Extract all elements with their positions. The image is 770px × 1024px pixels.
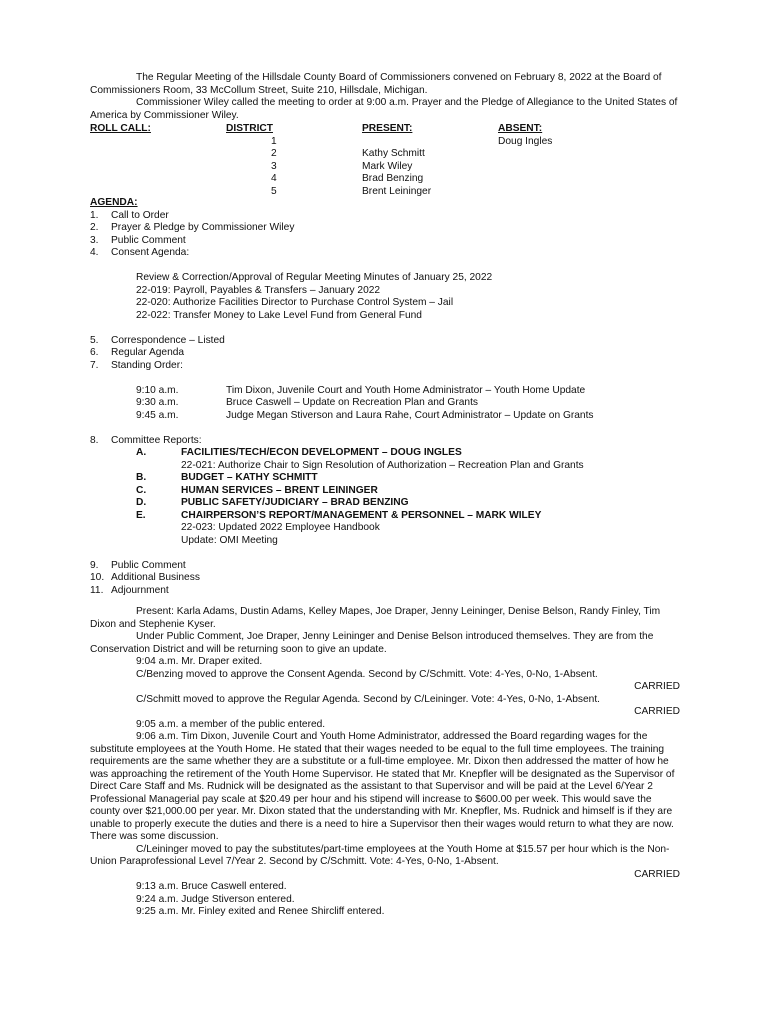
agenda-section [90, 197, 680, 597]
district-number: 4 [271, 173, 277, 184]
committee-sub-item [90, 535, 680, 548]
present-member: Kathy Schmitt [362, 148, 425, 159]
roll-call-row [90, 148, 680, 161]
committee-letter: C. [136, 484, 147, 496]
agenda-item-text: Adjournment [111, 584, 169, 596]
agenda-item [90, 247, 680, 260]
present-paragraph: Present: Karla Adams, Dustin Adams, Kelley Mapes, Joe Draper, Jenny Leininger, Denise Belson, Randy Finley, Tim Dixon and Stephenie Kyser. [90, 606, 661, 630]
committee-title: PUBLIC SAFETY/JUDICIARY – BRAD BENZING [181, 497, 409, 508]
committee-row [90, 447, 680, 460]
agenda-item-number: 3. [90, 234, 99, 246]
committee-sub-text: 22-023: Updated 2022 Employee Handbook [181, 522, 380, 533]
agenda-item-number: 5. [90, 334, 99, 346]
committee-title: BUDGET – KATHY SCHMITT [181, 472, 318, 483]
agenda-item [90, 560, 680, 573]
committee-letter: A. [136, 447, 147, 458]
consent-item [90, 310, 680, 323]
agenda-item-number: 10. [90, 572, 105, 583]
opening-section [90, 72, 680, 122]
standing-order-item [90, 397, 680, 410]
consent-item-text: Review & Correction/Approval of Regular Meeting Minutes of January 25, 2022 [136, 272, 493, 283]
standing-order-item [90, 410, 680, 423]
present-header: PRESENT: [362, 123, 413, 134]
agenda-item-number: 7. [90, 359, 99, 371]
agenda-item [90, 585, 680, 598]
district-header: DISTRICT [226, 123, 273, 134]
present-member: Mark Wiley [362, 160, 413, 172]
committee-letter: E. [136, 509, 146, 521]
standing-order-time: 9:10 a.m. [136, 384, 179, 396]
agenda-item-text: Call to Order [111, 209, 169, 221]
consent-item-text: 22-020: Authorize Facilities Director to Purchase Control System – Jail [136, 297, 454, 308]
dixon-paragraph: 9:06 a.m. Tim Dixon, Juvenile Court and Youth Home Administrator, addressed the Board regarding wages for the substitute employees at the Youth Home. He stated that their wages needed to be equal to the full time employees. The training requirements are the same whether they are a substitute or a full-time employee. Mr. Dixon then addressed the matter of how he was approaching the retirement of the Youth Home Supervisor. He stated that Mr. Knepfler will be designated as the Supervisor of Direct Care Staff and Ms. Rudnick will be designated as the assistant to that Supervisor and will be paid at the Level 6/Year 2 Professional Managerial pay scale at $20.49 per hour and his stipend will increase to $600.00 per week. This would save the county over $21,000.00 per year. Mr. Dixon stated that the understanding with Mr. Knepfler, Ms. Rudnick and himself is if they are unable to properly execute the duties and there is a need to hire a Supervisor then their wages would return to what they are now. There was some discussion. [90, 731, 675, 842]
agenda-item-text: Consent Agenda: [111, 247, 190, 258]
consent-item-text: 22-022: Transfer Money to Lake Level Fund from General Fund [136, 309, 422, 321]
committee-row [90, 497, 680, 510]
committee-title: CHAIRPERSON’S REPORT/MANAGEMENT & PERSONNEL – MARK WILEY [181, 509, 542, 521]
standing-order-time: 9:30 a.m. [136, 397, 179, 408]
minutes-section [90, 606, 680, 919]
agenda-item-text: Standing Order: [111, 359, 183, 371]
district-number: 2 [271, 148, 277, 159]
agenda-item-number: 8. [90, 434, 99, 446]
standing-order-time: 9:45 a.m. [136, 409, 179, 421]
call-to-order-paragraph: Commissioner Wiley called the meeting to order at 9:00 a.m. Prayer and the Pledge of Allegiance to the United States of America by Commissioner Wiley. [90, 97, 678, 121]
draper-exit-line: 9:04 a.m. Mr. Draper exited. [136, 656, 263, 667]
stiverson-entered-line: 9:24 a.m. Judge Stiverson entered. [136, 893, 295, 905]
agenda-item-text: Prayer & Pledge by Commissioner Wiley [111, 222, 295, 233]
agenda-item [90, 347, 680, 360]
consent-item [90, 272, 680, 285]
leininger-motion-paragraph: C/Leininger moved to pay the substitutes/part-time employees at the Youth Home at $15.57 per hour which is the Non-Union Paraprofessional Level 7/Year 2. Second by C/Schmitt. Vote: 4-Yes, 0-No, 1-Absent. [90, 843, 670, 867]
roll-call-table [90, 123, 680, 198]
committee-letter: D. [136, 497, 147, 508]
agenda-item-number: 4. [90, 247, 99, 258]
agenda-item [90, 235, 680, 248]
committee-row [90, 510, 680, 523]
district-number: 1 [271, 135, 277, 147]
roll-call-row [90, 173, 680, 186]
carried-label: CARRIED [634, 868, 680, 880]
district-number: 5 [271, 185, 277, 197]
standing-order-item [90, 385, 680, 398]
absent-member: Doug Ingles [498, 135, 553, 147]
consent-item [90, 297, 680, 310]
agenda-item-number: 6. [90, 347, 99, 358]
standing-order-text: Tim Dixon, Juvenile Court and Youth Home Administrator – Youth Home Update [226, 384, 586, 396]
committee-letter: B. [136, 472, 147, 483]
agenda-item-text: Committee Reports: [111, 434, 202, 446]
agenda-item-text: Regular Agenda [111, 347, 185, 358]
agenda-item-number: 9. [90, 559, 99, 571]
present-member: Brad Benzing [362, 173, 424, 184]
agenda-label: AGENDA: [90, 197, 138, 208]
agenda-item [90, 210, 680, 223]
public-comment-paragraph: Under Public Comment, Joe Draper, Jenny Leininger and Denise Belson introduced themselves. They are from the Conservation District and will be returning soon to give an update. [90, 631, 654, 655]
caswell-entered-line: 9:13 a.m. Bruce Caswell entered. [136, 881, 287, 892]
committee-title: FACILITIES/TECH/ECON DEVELOPMENT – DOUG INGLES [181, 447, 462, 458]
consent-motion-line: C/Benzing moved to approve the Consent Agenda. Second by C/Schmitt. Vote: 4-Yes, 0-No, 1-Absent. [136, 668, 598, 680]
agenda-item-text: Public Comment [111, 234, 186, 246]
agenda-item [90, 572, 680, 585]
standing-order-text: Bruce Caswell – Update on Recreation Plan and Grants [226, 397, 478, 408]
roll-call-row [90, 161, 680, 174]
committee-sub-text: Update: OMI Meeting [181, 534, 278, 546]
public-entered-line: 9:05 a.m. a member of the public entered. [136, 718, 326, 730]
roll-call-row [90, 136, 680, 149]
standing-order-text: Judge Megan Stiverson and Laura Rahe, Court Administrator – Update on Grants [226, 409, 594, 421]
agenda-item [90, 335, 680, 348]
absent-header: ABSENT: [498, 123, 543, 134]
opening-paragraph: The Regular Meeting of the Hillsdale County Board of Commissioners convened on February 8, 2022 at the Board of Commissioners Room, 33 McCollum Street, Suite 210, Hillsdale, Michigan. [90, 72, 662, 96]
agenda-item-text: Correspondence – Listed [111, 334, 225, 346]
regular-motion-line: C/Schmitt moved to approve the Regular Agenda. Second by C/Leininger. Vote: 4-Yes, 0-No, 1-Absent. [136, 693, 600, 705]
committee-row [90, 472, 680, 485]
roll-call-label: ROLL CALL: [90, 123, 151, 134]
committee-sub-item [90, 460, 680, 473]
agenda-item [90, 360, 680, 373]
present-member: Brent Leininger [362, 185, 432, 197]
agenda-item-number: 2. [90, 222, 99, 233]
consent-item [90, 285, 680, 298]
carried-label: CARRIED [634, 706, 680, 717]
agenda-item-text: Public Comment [111, 559, 186, 571]
committee-sub-text: 22-021: Authorize Chair to Sign Resolution of Authorization – Recreation Plan and Grants [181, 459, 584, 471]
agenda-item [90, 435, 680, 448]
carried-label: CARRIED [634, 681, 680, 692]
agenda-item-number: 11. [90, 584, 104, 596]
district-number: 3 [271, 160, 277, 172]
agenda-item-text: Additional Business [111, 572, 200, 583]
committee-sub-item [90, 522, 680, 535]
agenda-item-number: 1. [90, 209, 99, 221]
consent-item-text: 22-019: Payroll, Payables & Transfers – January 2022 [136, 284, 381, 296]
committee-row [90, 485, 680, 498]
committee-title: HUMAN SERVICES – BRENT LEININGER [181, 484, 378, 496]
roll-call-header-row [90, 123, 680, 136]
finley-exit-line: 9:25 a.m. Mr. Finley exited and Renee Shircliff entered. [136, 906, 385, 917]
agenda-item [90, 222, 680, 235]
